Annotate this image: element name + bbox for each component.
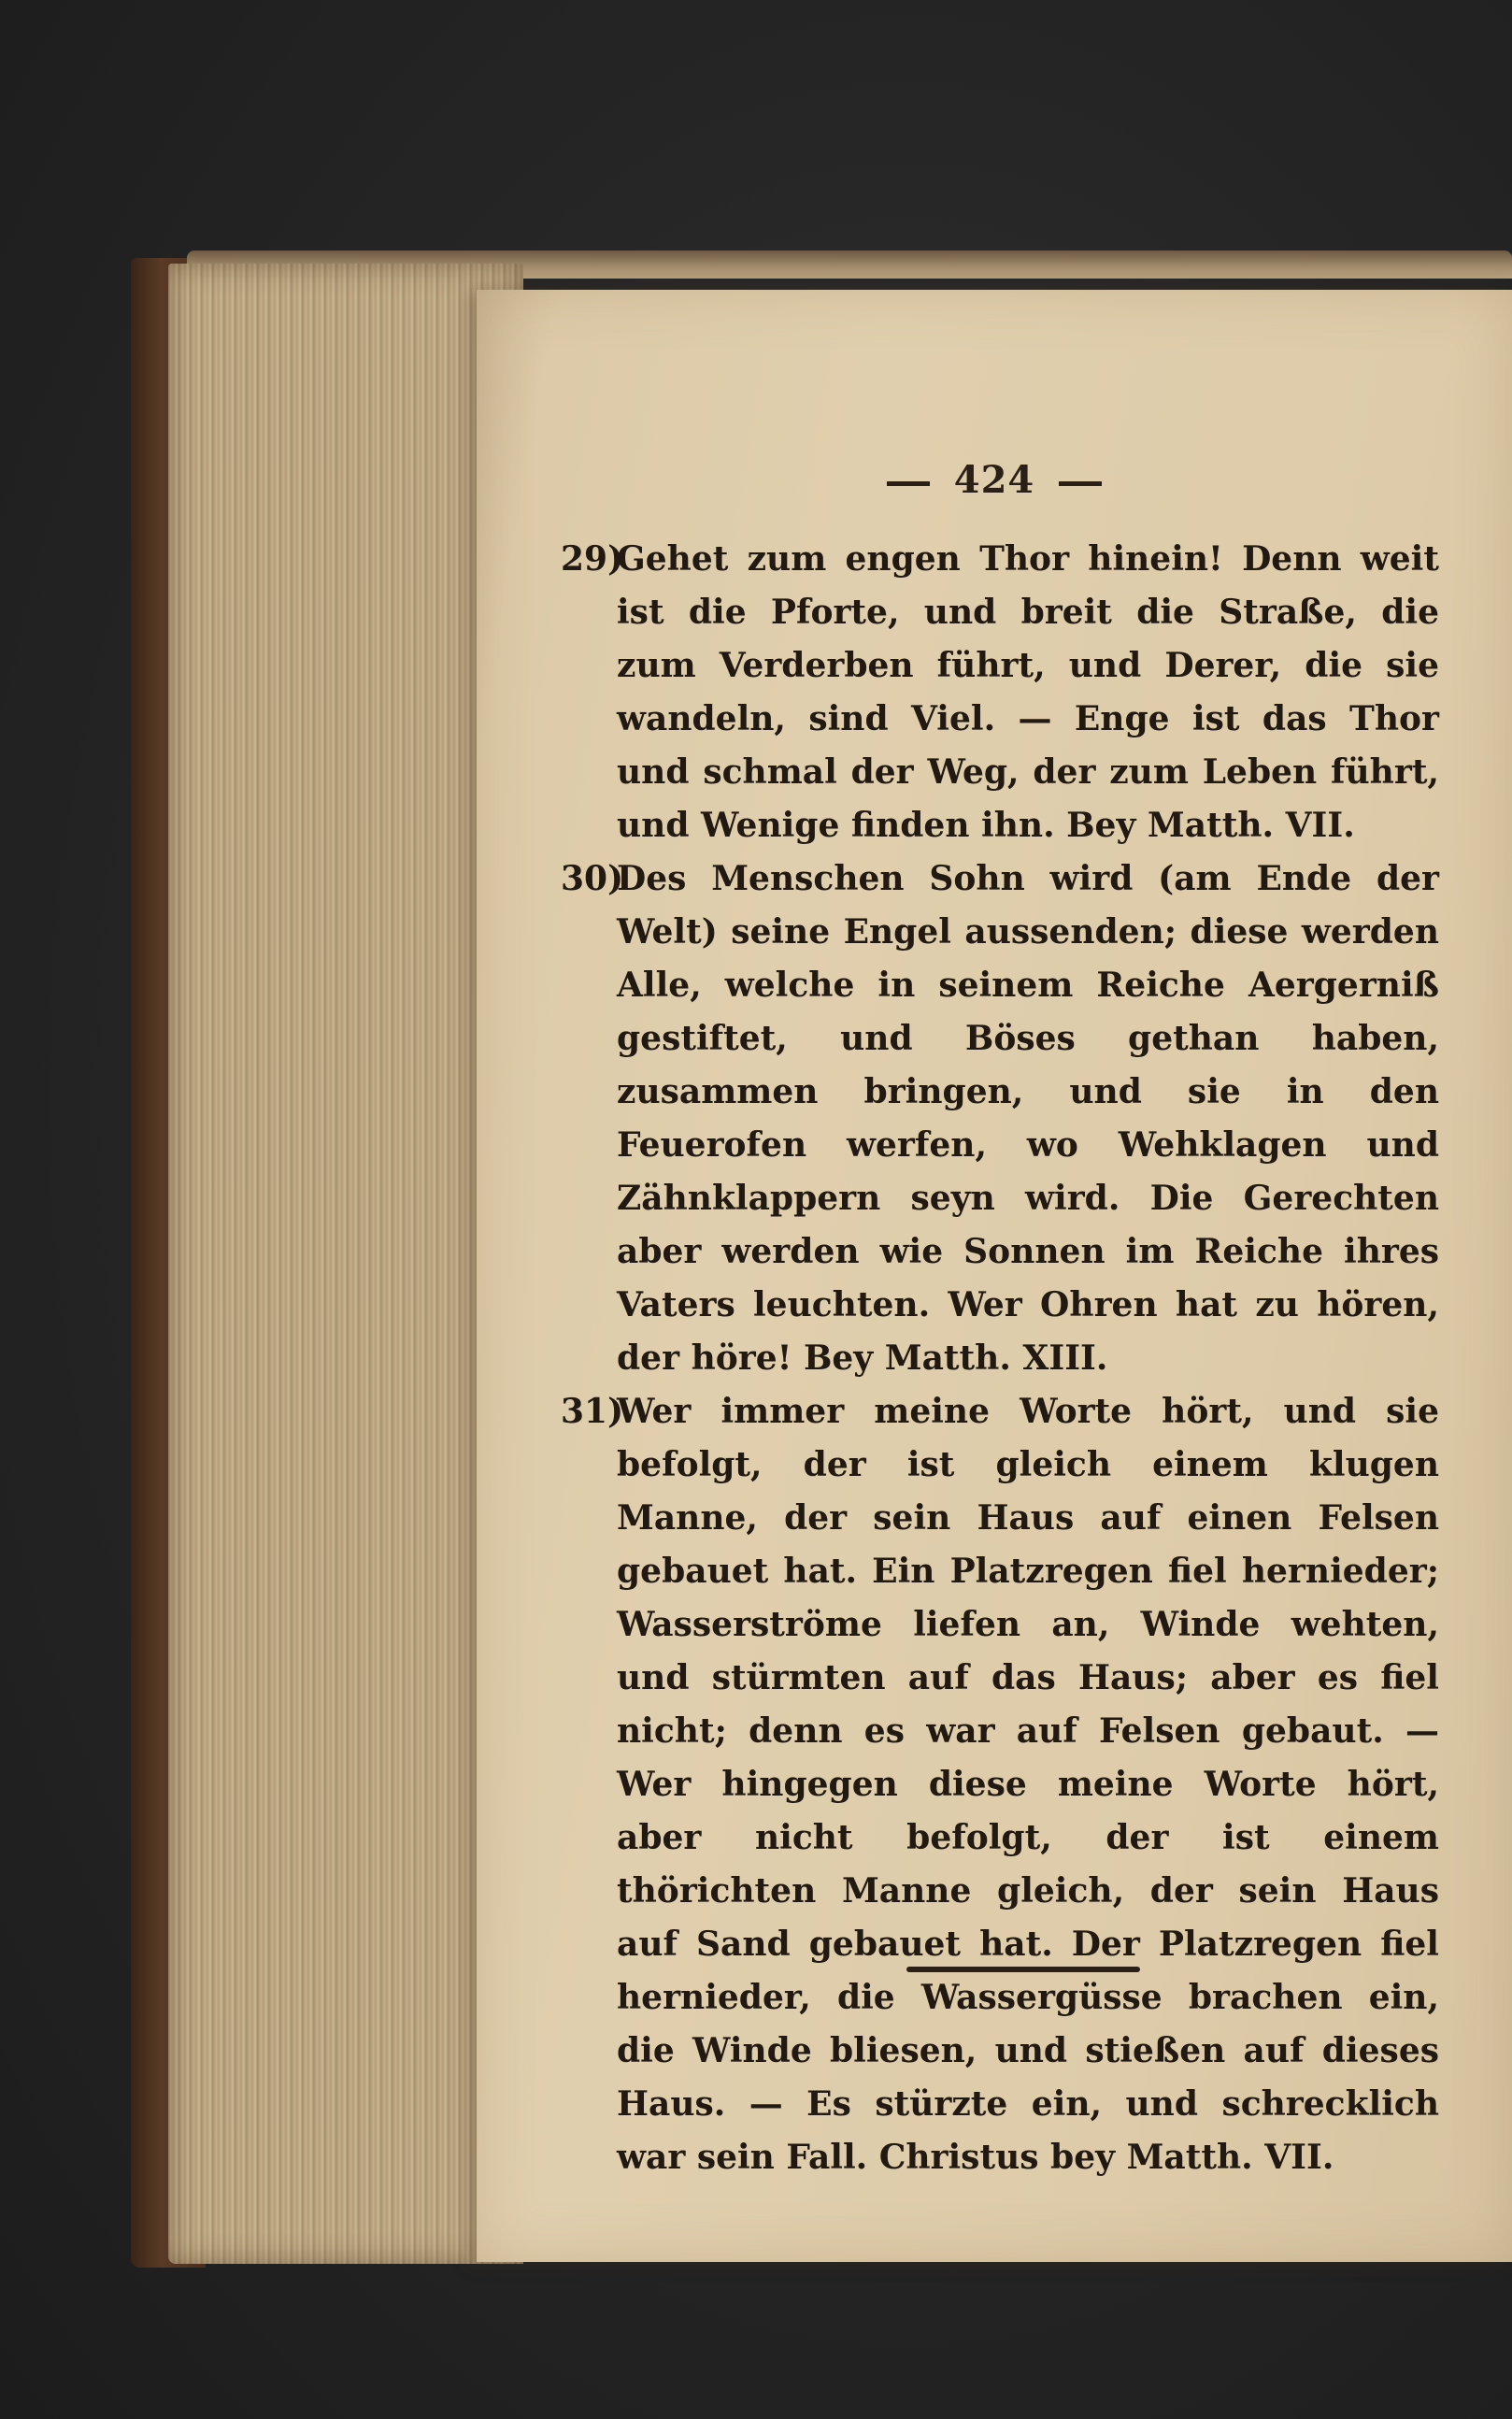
folio-dash-right [1059,481,1102,486]
verse-list [561,533,1439,2184]
verse-number: 30) [561,859,624,898]
page-number-text: 424 [953,458,1035,502]
verse-text: Gehet zum engen Thor hinein! Denn weit ist die Pforte, und breit die Straße, die zum Verderben führt, und Derer, die sie wandeln, sind Viel. — Enge ist das Thor und schmal der Weg, der zum Leben führt, und Wenige finden ihn. Bey Matth. VII. [617,539,1439,845]
end-rule [906,1967,1140,1972]
verse-30 [561,852,1439,1385]
page-stack-edges [168,264,523,2264]
verse-number: 31) [561,1392,624,1431]
book [131,250,1512,2281]
folio-dash-left [887,481,930,486]
verse-number: 29) [561,539,624,579]
page-number [477,458,1512,502]
book-page [477,290,1512,2262]
verse-text: Des Menschen Sohn wird (am Ende der Welt) seine Engel aussenden; diese werden Alle, welche in seinem Reiche Aergerniß gestiftet, und Böses gethan haben, zusammen bringen, und sie in den Feuerofen werfen, wo Wehklagen und Zähnklappern seyn wird. Die Gerechten aber werden wie Sonnen im Reiche ihres Vaters leuchten. Wer Ohren hat zu hören, der höre! Bey Matth. XIII. [617,859,1439,1378]
verse-31 [561,1385,1439,2184]
verse-29 [561,533,1439,852]
verse-text: Wer immer meine Worte hört, und sie befolgt, der ist gleich einem klugen Manne, der sein Haus auf einen Felsen gebauet hat. Ein Platzregen fiel hernieder; Wasserströme liefen an, Winde wehten, und stürmten auf das Haus; aber es fiel nicht; denn es war auf Felsen gebaut. — Wer hingegen diese meine Worte hört, aber nicht befolgt, der ist einem thörichten Manne gleich, der sein Haus auf Sand gebauet hat. Der Platzregen fiel hernieder, die Wassergüsse brachen ein, die Winde bliesen, und stießen auf dieses Haus. — Es stürzte ein, und schrecklich war sein Fall. Christus bey Matth. VII. [617,1392,1439,2177]
